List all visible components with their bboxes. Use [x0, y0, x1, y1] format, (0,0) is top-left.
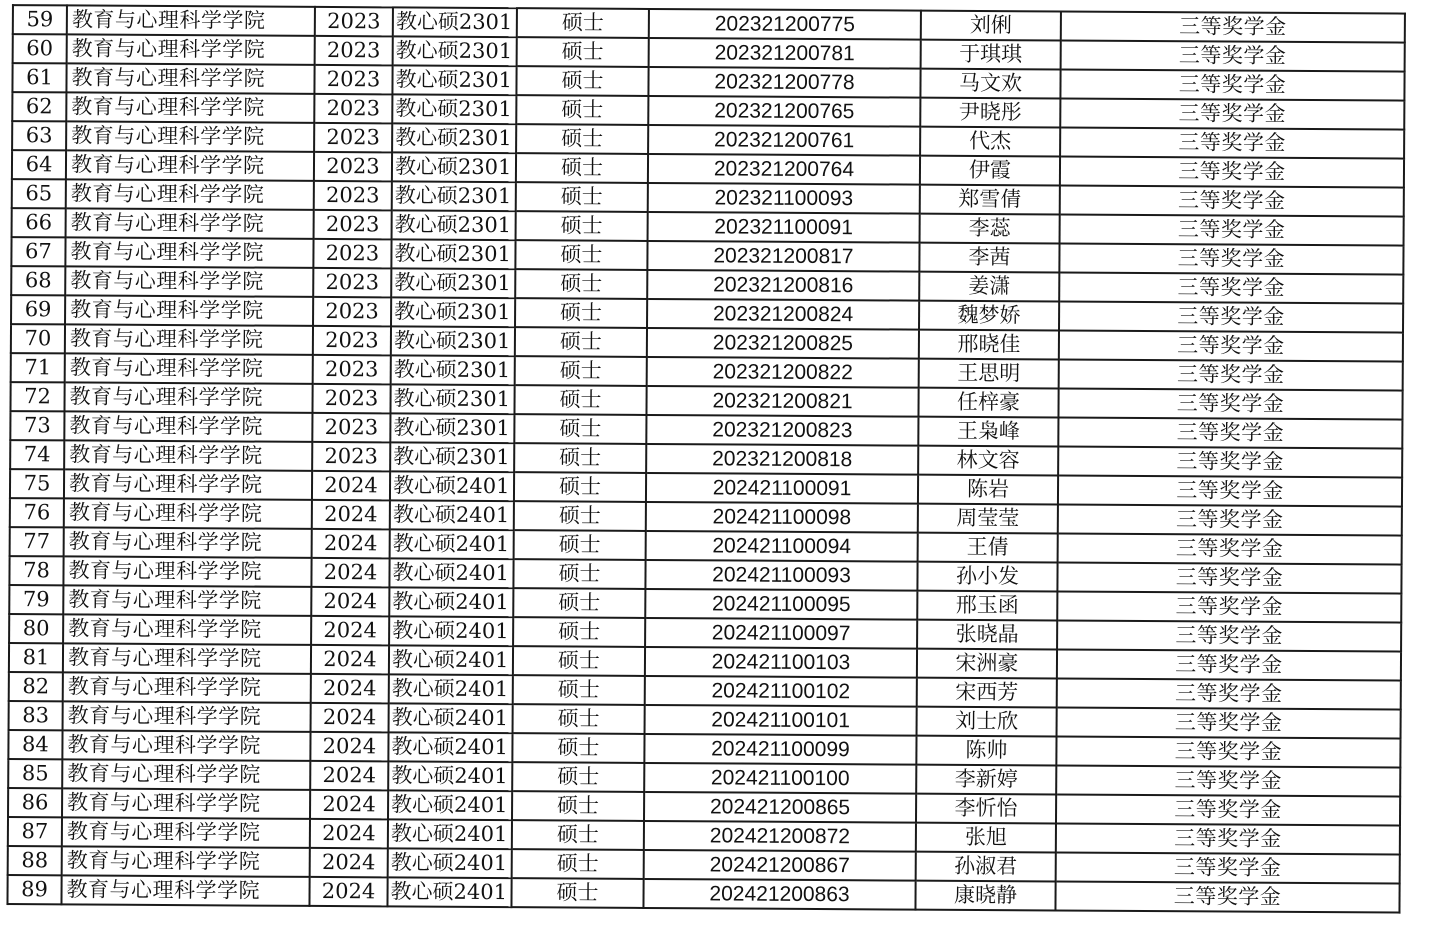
class-cell: 教心硕2401: [388, 761, 512, 791]
college-cell: 教育与心理科学学院: [63, 556, 311, 587]
student-id-cell: 202321200825: [647, 328, 919, 359]
award-cell: 三等奖学金: [1057, 649, 1401, 680]
award-cell: 三等奖学金: [1056, 736, 1400, 767]
award-cell: 三等奖学金: [1059, 330, 1403, 361]
year-cell: 2024: [311, 645, 389, 674]
college-cell: 教育与心理科学学院: [62, 817, 310, 848]
year-cell: 2023: [313, 297, 391, 326]
award-cell: 三等奖学金: [1057, 591, 1401, 622]
year-cell: 2023: [313, 326, 391, 355]
student-id-cell: 202321200824: [647, 299, 919, 330]
student-id-cell: 202321200818: [646, 444, 918, 475]
student-id-cell: 202421200865: [644, 792, 916, 823]
degree-cell: 硕士: [513, 675, 645, 705]
student-id-cell: 202321200764: [648, 154, 920, 185]
class-cell: 教心硕2301: [391, 268, 515, 298]
class-cell: 教心硕2401: [388, 819, 512, 849]
award-cell: 三等奖学金: [1060, 156, 1404, 187]
student-id-cell: 202321200781: [649, 38, 921, 69]
degree-cell: 硕士: [515, 356, 647, 386]
award-cell: 三等奖学金: [1056, 852, 1400, 883]
year-cell: 2023: [312, 413, 390, 442]
class-cell: 教心硕2401: [388, 790, 512, 820]
college-cell: 教育与心理科学学院: [63, 701, 311, 732]
class-cell: 教心硕2301: [392, 123, 516, 153]
row-number: 69: [11, 295, 65, 324]
name-cell: 孙小发: [917, 562, 1057, 592]
row-number: 74: [10, 440, 64, 469]
year-cell: 2024: [311, 616, 389, 645]
student-id-cell: 202321200816: [647, 270, 919, 301]
row-number: 70: [11, 324, 65, 353]
college-cell: 教育与心理科学学院: [64, 440, 312, 471]
award-cell: 三等奖学金: [1055, 881, 1399, 912]
year-cell: 2023: [313, 268, 391, 297]
college-cell: 教育与心理科学学院: [61, 875, 309, 906]
class-cell: 教心硕2401: [390, 529, 514, 559]
college-cell: 教育与心理科学学院: [66, 121, 314, 152]
degree-cell: 硕士: [514, 501, 646, 531]
row-number: 87: [8, 817, 62, 846]
year-cell: 2024: [310, 848, 388, 877]
student-id-cell: 202421100102: [645, 676, 917, 707]
name-cell: 孙淑君: [916, 852, 1056, 882]
student-id-cell: 202421200863: [643, 879, 915, 910]
college-cell: 教育与心理科学学院: [66, 63, 314, 94]
college-cell: 教育与心理科学学院: [66, 92, 314, 123]
row-number: 82: [9, 672, 63, 701]
class-cell: 教心硕2301: [393, 36, 517, 66]
class-cell: 教心硕2301: [391, 239, 515, 269]
class-cell: 教心硕2401: [389, 587, 513, 617]
year-cell: 2023: [314, 94, 392, 123]
year-cell: 2024: [311, 703, 389, 732]
degree-cell: 硕士: [512, 849, 644, 879]
name-cell: 刘俐: [921, 11, 1061, 41]
name-cell: 周莹莹: [918, 504, 1058, 534]
degree-cell: 硕士: [512, 791, 644, 821]
class-cell: 教心硕2301: [390, 413, 514, 443]
degree-cell: 硕士: [513, 559, 645, 589]
class-cell: 教心硕2401: [387, 877, 511, 907]
student-id-cell: 202321100093: [648, 183, 920, 214]
row-number: 88: [8, 846, 62, 875]
row-number: 65: [12, 179, 66, 208]
college-cell: 教育与心理科学学院: [64, 411, 312, 442]
award-cell: 三等奖学金: [1060, 69, 1404, 100]
college-cell: 教育与心理科学学院: [65, 353, 313, 384]
degree-cell: 硕士: [512, 820, 644, 850]
name-cell: 尹晓彤: [920, 98, 1060, 128]
year-cell: 2023: [315, 36, 393, 65]
name-cell: 李茜: [919, 243, 1059, 273]
degree-cell: 硕士: [512, 762, 644, 792]
row-number: 89: [7, 875, 61, 904]
row-number: 67: [11, 237, 65, 266]
row-number: 83: [9, 701, 63, 730]
row-number: 86: [8, 788, 62, 817]
college-cell: 教育与心理科学学院: [62, 846, 310, 877]
award-cell: 三等奖学金: [1058, 388, 1402, 419]
degree-cell: 硕士: [517, 8, 649, 38]
row-number: 76: [10, 498, 64, 527]
class-cell: 教心硕2301: [391, 297, 515, 327]
college-cell: 教育与心理科学学院: [63, 672, 311, 703]
college-cell: 教育与心理科学学院: [62, 759, 310, 790]
row-number: 59: [13, 5, 67, 34]
name-cell: 张晓晶: [917, 620, 1057, 650]
table-body: [7, 5, 1404, 912]
row-number: 85: [8, 759, 62, 788]
college-cell: 教育与心理科学学院: [64, 382, 312, 413]
row-number: 73: [10, 411, 64, 440]
degree-cell: 硕士: [517, 37, 649, 67]
year-cell: 2024: [312, 471, 390, 500]
award-cell: 三等奖学金: [1059, 272, 1403, 303]
class-cell: 教心硕2401: [388, 848, 512, 878]
name-cell: 林文容: [918, 446, 1058, 476]
class-cell: 教心硕2301: [392, 65, 516, 95]
row-number: 72: [10, 382, 64, 411]
class-cell: 教心硕2301: [390, 442, 514, 472]
student-id-cell: 202421100097: [645, 618, 917, 649]
award-cell: 三等奖学金: [1060, 127, 1404, 158]
award-cell: 三等奖学金: [1057, 678, 1401, 709]
college-cell: 教育与心理科学学院: [64, 527, 312, 558]
degree-cell: 硕士: [513, 704, 645, 734]
row-number: 78: [9, 556, 63, 585]
degree-cell: 硕士: [516, 124, 648, 154]
year-cell: 2024: [311, 587, 389, 616]
class-cell: 教心硕2401: [389, 558, 513, 588]
degree-cell: 硕士: [516, 211, 648, 241]
name-cell: 李忻怡: [916, 794, 1056, 824]
award-cell: 三等奖学金: [1058, 475, 1402, 506]
row-number: 71: [11, 353, 65, 382]
award-cell: 三等奖学金: [1057, 562, 1401, 593]
college-cell: 教育与心理科学学院: [65, 266, 313, 297]
award-cell: 三等奖学金: [1060, 98, 1404, 129]
college-cell: 教育与心理科学学院: [66, 179, 314, 210]
row-number: 84: [8, 730, 62, 759]
year-cell: 2023: [314, 152, 392, 181]
year-cell: 2024: [312, 500, 390, 529]
name-cell: 任梓豪: [918, 388, 1058, 418]
year-cell: 2024: [310, 819, 388, 848]
name-cell: 邢晓佳: [919, 330, 1059, 360]
degree-cell: 硕士: [514, 443, 646, 473]
award-cell: 三等奖学金: [1058, 446, 1402, 477]
college-cell: 教育与心理科学学院: [66, 208, 314, 239]
row-number: 61: [12, 63, 66, 92]
name-cell: 代杰: [920, 127, 1060, 157]
degree-cell: 硕士: [516, 66, 648, 96]
college-cell: 教育与心理科学学院: [63, 614, 311, 645]
name-cell: 陈岩: [918, 475, 1058, 505]
award-cell: 三等奖学金: [1061, 40, 1405, 71]
award-cell: 三等奖学金: [1060, 214, 1404, 245]
name-cell: 王枭峰: [918, 417, 1058, 447]
student-id-cell: 202421100091: [646, 473, 918, 504]
row-number: 63: [12, 121, 66, 150]
award-cell: 三等奖学金: [1058, 533, 1402, 564]
row-number: 68: [11, 266, 65, 295]
class-cell: 教心硕2301: [391, 355, 515, 385]
year-cell: 2024: [309, 877, 387, 906]
year-cell: 2024: [310, 790, 388, 819]
class-cell: 教心硕2401: [388, 732, 512, 762]
degree-cell: 硕士: [513, 588, 645, 618]
year-cell: 2023: [314, 65, 392, 94]
name-cell: 张旭: [916, 823, 1056, 853]
student-id-cell: 202321200823: [646, 415, 918, 446]
year-cell: 2023: [312, 442, 390, 471]
degree-cell: 硕士: [515, 327, 647, 357]
class-cell: 教心硕2401: [389, 674, 513, 704]
award-cell: 三等奖学金: [1056, 765, 1400, 796]
student-id-cell: 202421100094: [646, 531, 918, 562]
year-cell: 2024: [312, 529, 390, 558]
degree-cell: 硕士: [514, 385, 646, 415]
award-cell: 三等奖学金: [1056, 794, 1400, 825]
student-id-cell: 202421100099: [644, 734, 916, 765]
award-cell: 三等奖学金: [1058, 504, 1402, 535]
row-number: 79: [9, 585, 63, 614]
name-cell: 宋洲豪: [917, 649, 1057, 679]
name-cell: 宋西芳: [917, 678, 1057, 708]
student-id-cell: 202421200867: [644, 850, 916, 881]
college-cell: 教育与心理科学学院: [64, 498, 312, 529]
degree-cell: 硕士: [516, 95, 648, 125]
year-cell: 2023: [315, 7, 393, 36]
college-cell: 教育与心理科学学院: [63, 585, 311, 616]
college-cell: 教育与心理科学学院: [63, 643, 311, 674]
name-cell: 郑雪倩: [920, 185, 1060, 215]
college-cell: 教育与心理科学学院: [66, 150, 314, 181]
student-id-cell: 202421200872: [644, 821, 916, 852]
degree-cell: 硕士: [512, 733, 644, 763]
student-id-cell: 202321200778: [648, 67, 920, 98]
name-cell: 姜潇: [919, 272, 1059, 302]
degree-cell: 硕士: [514, 414, 646, 444]
award-cell: 三等奖学金: [1060, 185, 1404, 216]
class-cell: 教心硕2401: [390, 500, 514, 530]
class-cell: 教心硕2401: [389, 616, 513, 646]
award-cell: 三等奖学金: [1058, 417, 1402, 448]
year-cell: 2023: [314, 123, 392, 152]
college-cell: 教育与心理科学学院: [62, 730, 310, 761]
award-cell: 三等奖学金: [1056, 823, 1400, 854]
row-number: 75: [10, 469, 64, 498]
year-cell: 2024: [311, 558, 389, 587]
student-id-cell: 202321200761: [648, 125, 920, 156]
college-cell: 教育与心理科学学院: [65, 324, 313, 355]
degree-cell: 硕士: [516, 153, 648, 183]
degree-cell: 硕士: [514, 530, 646, 560]
degree-cell: 硕士: [515, 298, 647, 328]
name-cell: 李蕊: [920, 214, 1060, 244]
degree-cell: 硕士: [511, 878, 643, 908]
year-cell: 2023: [312, 384, 390, 413]
award-cell: 三等奖学金: [1059, 359, 1403, 390]
name-cell: 陈帅: [916, 736, 1056, 766]
student-id-cell: 202321100091: [648, 212, 920, 243]
name-cell: 康晓静: [915, 881, 1055, 911]
year-cell: 2024: [310, 761, 388, 790]
row-number: 60: [13, 34, 67, 63]
student-id-cell: 202321200822: [647, 357, 919, 388]
class-cell: 教心硕2401: [390, 471, 514, 501]
row-number: 80: [9, 614, 63, 643]
college-cell: 教育与心理科学学院: [65, 295, 313, 326]
student-id-cell: 202321200775: [649, 9, 921, 40]
student-id-cell: 202421100103: [645, 647, 917, 678]
name-cell: 魏梦娇: [919, 301, 1059, 331]
college-cell: 教育与心理科学学院: [64, 469, 312, 500]
class-cell: 教心硕2301: [392, 94, 516, 124]
class-cell: 教心硕2401: [389, 703, 513, 733]
college-cell: 教育与心理科学学院: [67, 5, 315, 36]
year-cell: 2023: [314, 210, 392, 239]
degree-cell: 硕士: [515, 240, 647, 270]
degree-cell: 硕士: [515, 269, 647, 299]
row-number: 77: [10, 527, 64, 556]
name-cell: 刘士欣: [917, 707, 1057, 737]
row-number: 64: [12, 150, 66, 179]
year-cell: 2023: [314, 181, 392, 210]
year-cell: 2023: [313, 239, 391, 268]
student-id-cell: 202421100095: [645, 589, 917, 620]
college-cell: 教育与心理科学学院: [62, 788, 310, 819]
class-cell: 教心硕2301: [393, 7, 517, 37]
class-cell: 教心硕2401: [389, 645, 513, 675]
row-number: 81: [9, 643, 63, 672]
student-id-cell: 202421100093: [645, 560, 917, 591]
class-cell: 教心硕2301: [391, 326, 515, 356]
name-cell: 王倩: [918, 533, 1058, 563]
scholarship-table: [6, 4, 1405, 913]
student-id-cell: 202321200821: [646, 386, 918, 417]
degree-cell: 硕士: [513, 646, 645, 676]
award-cell: 三等奖学金: [1057, 707, 1401, 738]
degree-cell: 硕士: [514, 472, 646, 502]
row-number: 62: [12, 92, 66, 121]
college-cell: 教育与心理科学学院: [67, 34, 315, 65]
class-cell: 教心硕2301: [390, 384, 514, 414]
name-cell: 于琪琪: [921, 40, 1061, 70]
year-cell: 2023: [313, 355, 391, 384]
row-number: 66: [12, 208, 66, 237]
name-cell: 马文欢: [920, 69, 1060, 99]
award-cell: 三等奖学金: [1057, 620, 1401, 651]
class-cell: 教心硕2301: [392, 210, 516, 240]
year-cell: 2024: [310, 732, 388, 761]
student-id-cell: 202421100101: [645, 705, 917, 736]
student-id-cell: 202321200817: [647, 241, 919, 272]
year-cell: 2024: [311, 674, 389, 703]
class-cell: 教心硕2301: [392, 152, 516, 182]
college-cell: 教育与心理科学学院: [65, 237, 313, 268]
award-cell: 三等奖学金: [1061, 11, 1405, 42]
name-cell: 李新婷: [916, 765, 1056, 795]
degree-cell: 硕士: [516, 182, 648, 212]
student-id-cell: 202421100098: [646, 502, 918, 533]
award-cell: 三等奖学金: [1059, 301, 1403, 332]
name-cell: 王思明: [919, 359, 1059, 389]
degree-cell: 硕士: [513, 617, 645, 647]
award-cell: 三等奖学金: [1059, 243, 1403, 274]
class-cell: 教心硕2301: [392, 181, 516, 211]
student-id-cell: 202421100100: [644, 763, 916, 794]
name-cell: 邢玉函: [917, 591, 1057, 621]
name-cell: 伊霞: [920, 156, 1060, 186]
student-id-cell: 202321200765: [648, 96, 920, 127]
